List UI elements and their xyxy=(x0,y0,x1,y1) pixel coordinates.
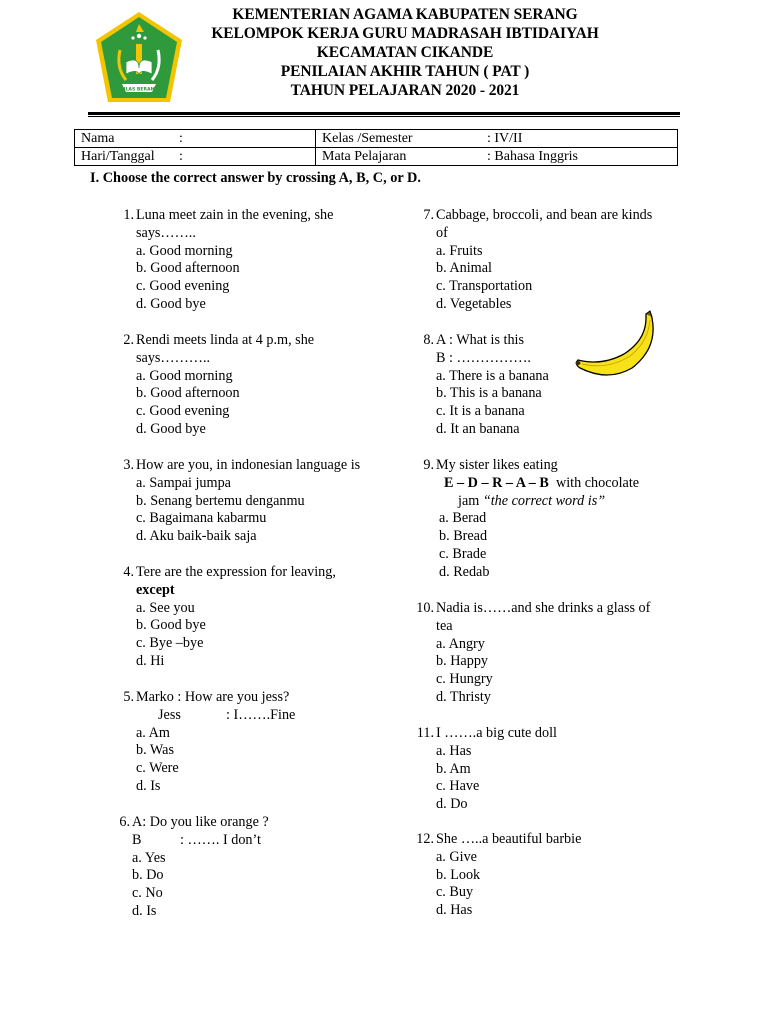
question-text: tea xyxy=(436,617,453,634)
question-number: 11. xyxy=(416,725,434,741)
nama-cell[interactable] xyxy=(75,130,316,148)
question-text: Nadia is……and she drinks a glass of xyxy=(436,600,651,616)
prompt-line xyxy=(436,493,639,511)
question-number: 6. xyxy=(119,814,130,830)
question-text: Rendi meets linda at 4 p.m, she xyxy=(136,332,315,348)
header-line-3: KECAMATAN CIKANDE xyxy=(316,44,494,61)
question-6 xyxy=(119,814,269,921)
hari-separator: : xyxy=(179,149,183,164)
option-c[interactable]: c. Transportation xyxy=(436,278,533,295)
hari-label: Hari/Tanggal xyxy=(81,149,155,164)
question-text: Tere are the expression for leaving, xyxy=(136,564,336,580)
student-info-table xyxy=(74,129,678,166)
mapel-value: : Bahasa Inggris xyxy=(487,149,578,164)
option-b[interactable]: b. Was xyxy=(136,742,175,759)
option-d[interactable]: d. Do xyxy=(436,796,468,813)
question-text: A: Do you like orange ? xyxy=(132,814,269,830)
option-c[interactable]: c. Good evening xyxy=(136,403,230,420)
question-number: 9. xyxy=(423,457,434,473)
question-number: 10. xyxy=(416,600,434,616)
question-number: 3. xyxy=(123,457,134,473)
question-text: How are you, in indonesian language is xyxy=(136,457,361,473)
option-c[interactable]: c. Have xyxy=(436,778,480,795)
option-d[interactable]: d. Vegetables xyxy=(436,295,512,312)
option-b[interactable]: b. Animal xyxy=(436,260,492,277)
option-a[interactable]: a. Berad xyxy=(439,510,487,527)
option-a[interactable]: a. Good morning xyxy=(136,242,233,259)
option-a[interactable]: a. Give xyxy=(436,848,477,865)
question-9 xyxy=(423,457,640,582)
header-line-5: TAHUN PELAJARAN 2020 - 2021 xyxy=(290,82,520,99)
dialog-text: : I…….Fine xyxy=(226,706,296,723)
option-c[interactable]: c. Good evening xyxy=(136,278,230,295)
option-c[interactable]: c. No xyxy=(132,885,163,902)
option-c[interactable]: c. Hungry xyxy=(436,671,493,688)
logo-motto: IKHLAS BERAMAL xyxy=(116,87,162,93)
option-b[interactable]: b. This is a banana xyxy=(436,385,542,402)
question-text: of xyxy=(436,224,448,241)
scrambled-line xyxy=(436,475,639,493)
option-a[interactable]: a. Am xyxy=(136,724,170,741)
question-10 xyxy=(416,600,651,707)
option-a[interactable]: a. Sampai jumpa xyxy=(136,474,231,491)
option-d[interactable]: d. Is xyxy=(136,777,161,794)
question-text: My sister likes eating xyxy=(436,457,558,473)
option-d[interactable]: d. Aku baik-baik saja xyxy=(136,528,257,545)
option-b[interactable]: b. Bread xyxy=(439,528,488,545)
question-3 xyxy=(123,457,361,546)
header-divider-thick xyxy=(88,112,680,115)
option-a[interactable]: a. Angry xyxy=(436,635,485,652)
kelas-value: : IV/II xyxy=(487,131,523,146)
option-b[interactable]: b. Am xyxy=(436,760,471,777)
question-number: 12. xyxy=(416,831,434,847)
question-text: B : ……………. xyxy=(436,349,531,366)
question-7 xyxy=(423,207,653,314)
question-8 xyxy=(423,332,549,439)
header-line-1: KEMENTERIAN AGAMA KABUPATEN SERANG xyxy=(232,6,578,23)
option-c[interactable]: c. It is a banana xyxy=(436,403,525,420)
option-c[interactable]: c. Brade xyxy=(439,545,487,562)
option-c[interactable]: c. Bye –bye xyxy=(136,635,204,652)
question-number: 7. xyxy=(423,207,434,223)
option-d[interactable]: d. It an banana xyxy=(436,420,520,437)
prompt-hint: “the correct word is” xyxy=(482,492,606,509)
question-4 xyxy=(123,564,336,671)
question-text: She …..a beautiful barbie xyxy=(436,831,582,847)
option-b[interactable]: b. Good afternoon xyxy=(136,385,240,402)
mapel-cell xyxy=(316,148,678,166)
kelas-label: Kelas /Semester xyxy=(322,131,413,146)
question-1 xyxy=(123,207,334,314)
option-d[interactable]: d. Thristy xyxy=(436,688,491,705)
option-c[interactable]: c. Were xyxy=(136,760,179,777)
question-text: jam xyxy=(458,492,480,509)
option-c[interactable]: c. Buy xyxy=(436,884,474,901)
dialog-line xyxy=(136,707,295,725)
question-text: says…….. xyxy=(136,224,196,241)
question-text: I …….a big cute doll xyxy=(436,725,557,741)
document-header xyxy=(190,5,620,100)
question-11 xyxy=(416,725,557,814)
question-12 xyxy=(416,831,582,920)
question-number: 8. xyxy=(423,332,434,348)
nama-separator: : xyxy=(179,131,183,146)
question-number: 4. xyxy=(123,564,134,580)
question-5 xyxy=(123,689,296,796)
option-d[interactable]: d. Is xyxy=(132,902,157,919)
scrambled-word: E – D – R – A – B xyxy=(444,474,549,491)
speaker: B xyxy=(132,831,142,848)
instruction: I. Choose the correct answer by crossing A, B, C, or D. xyxy=(90,170,421,186)
option-a[interactable]: a. See you xyxy=(136,599,195,616)
question-number: 2. xyxy=(123,332,134,348)
question-text: Marko : How are you jess? xyxy=(136,689,290,705)
option-b[interactable]: b. Good afternoon xyxy=(136,260,240,277)
option-a[interactable]: a. There is a banana xyxy=(436,367,549,384)
question-text: with chocolate xyxy=(555,474,640,491)
option-d[interactable]: d. Has xyxy=(436,902,473,919)
option-d[interactable]: d. Hi xyxy=(136,652,165,669)
question-text-emphasis: except xyxy=(136,581,175,598)
question-text: Cabbage, broccoli, and bean are kinds xyxy=(436,207,653,223)
dialog-text: : ……. I don’t xyxy=(180,831,261,848)
option-b[interactable]: b. Look xyxy=(436,866,481,883)
option-d[interactable]: d. Good bye xyxy=(136,420,206,437)
option-d[interactable]: d. Good bye xyxy=(136,295,206,312)
option-a[interactable]: a. Fruits xyxy=(436,242,483,259)
option-a[interactable]: a. Yes xyxy=(132,849,166,866)
option-a[interactable]: a. Has xyxy=(436,742,472,759)
option-b[interactable]: b. Do xyxy=(132,867,164,884)
option-b[interactable]: b. Happy xyxy=(436,653,489,670)
option-b[interactable]: b. Senang bertemu denganmu xyxy=(136,492,305,509)
speaker: Jess xyxy=(158,706,181,723)
ministry-logo xyxy=(92,10,186,106)
question-text: says……….. xyxy=(136,349,211,366)
question-2 xyxy=(123,332,315,439)
option-c[interactable]: c. Bagaimana kabarmu xyxy=(136,510,267,527)
option-a[interactable]: a. Good morning xyxy=(136,367,233,384)
question-text: Luna meet zain in the evening, she xyxy=(136,207,334,223)
dialog-line xyxy=(132,832,269,850)
header-line-4: PENILAIAN AKHIR TAHUN ( PAT ) xyxy=(280,63,530,80)
question-number: 1. xyxy=(123,207,134,223)
header-line-2: KELOMPOK KERJA GURU MADRASAH IBTIDAIYAH xyxy=(211,25,599,42)
nama-label: Nama xyxy=(81,131,115,146)
mapel-label: Mata Pelajaran xyxy=(322,149,407,164)
question-number: 5. xyxy=(123,689,134,705)
banana-image xyxy=(572,308,662,380)
header-divider-thin xyxy=(88,116,680,117)
question-text: A : What is this xyxy=(436,332,525,348)
kelas-cell xyxy=(316,130,678,148)
option-b[interactable]: b. Good bye xyxy=(136,617,206,634)
option-d[interactable]: d. Redab xyxy=(439,563,490,580)
hari-cell[interactable] xyxy=(75,148,316,166)
